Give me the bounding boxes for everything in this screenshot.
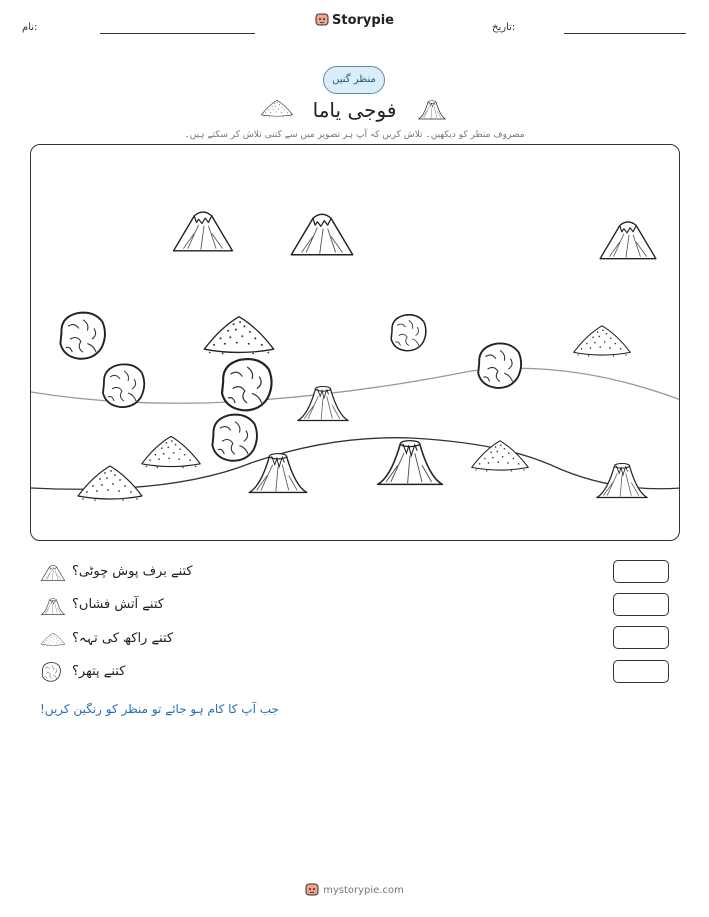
instructions: مصروف منظر کو دیکھیں۔ تلاش کریں کہ آپ ہر تصویر میں سے کتنی تلاش کر سکتے ہیں۔	[184, 130, 525, 140]
rock-icon	[222, 359, 272, 410]
snowcap-icon	[40, 561, 66, 583]
ash-pile-icon	[142, 436, 201, 468]
rock-icon	[60, 313, 105, 359]
rock-icon	[40, 661, 62, 683]
rock-icon	[478, 343, 521, 387]
question-text: کتنے برف پوش چوٹی؟	[72, 564, 193, 579]
volcano-icon	[378, 441, 443, 485]
question-text: کتنے پتھر؟	[72, 664, 126, 679]
answer-box[interactable]	[613, 626, 669, 649]
storypie-logo-icon	[315, 12, 329, 26]
answer-box[interactable]	[613, 593, 669, 616]
site-url[interactable]: mystorypie.com	[323, 885, 404, 896]
rock-icon	[391, 315, 426, 351]
ash-pile-icon	[78, 466, 142, 501]
question-text: کتنے راکھ کی تہہ؟	[72, 631, 174, 646]
title-text: فوجی یاما	[312, 98, 397, 122]
ash-pile-icon	[40, 628, 66, 650]
volcano-icon	[597, 463, 647, 497]
theme-pill: منظر گنیں	[323, 66, 385, 94]
volcano-icon	[249, 454, 307, 493]
color-instruction: جب آپ کا کام ہو جائے تو منظر کو رنگین کریں!	[40, 702, 279, 716]
question-row	[40, 628, 300, 652]
rock-icon	[103, 364, 144, 407]
question-text: کتنے آتش فشاں؟	[72, 597, 164, 612]
ash-pile-icon	[574, 326, 631, 357]
name-label: نام:	[22, 22, 38, 33]
scene-panel	[30, 144, 680, 541]
question-row	[40, 594, 300, 618]
brand-name: Storypie	[332, 13, 394, 28]
snowcap-icon	[174, 212, 233, 251]
date-label: تاریخ:	[492, 22, 516, 33]
scene-illustration	[31, 145, 680, 541]
name-line[interactable]	[100, 33, 255, 34]
ash-pile-icon	[204, 317, 273, 355]
question-row	[40, 661, 300, 685]
rock-icon	[212, 415, 257, 461]
answer-box[interactable]	[613, 560, 669, 583]
date-line[interactable]	[564, 33, 686, 34]
brand	[0, 12, 709, 28]
ash-pile-icon	[260, 96, 294, 120]
volcano-icon	[40, 594, 66, 616]
snowcap-icon	[291, 214, 352, 254]
storypie-logo-icon	[305, 882, 319, 896]
snowcap-icon	[600, 222, 656, 259]
site-footer	[0, 882, 709, 896]
answer-box[interactable]	[613, 660, 669, 683]
question-row	[40, 561, 300, 585]
page-title	[0, 96, 709, 122]
volcano-icon	[415, 96, 449, 120]
